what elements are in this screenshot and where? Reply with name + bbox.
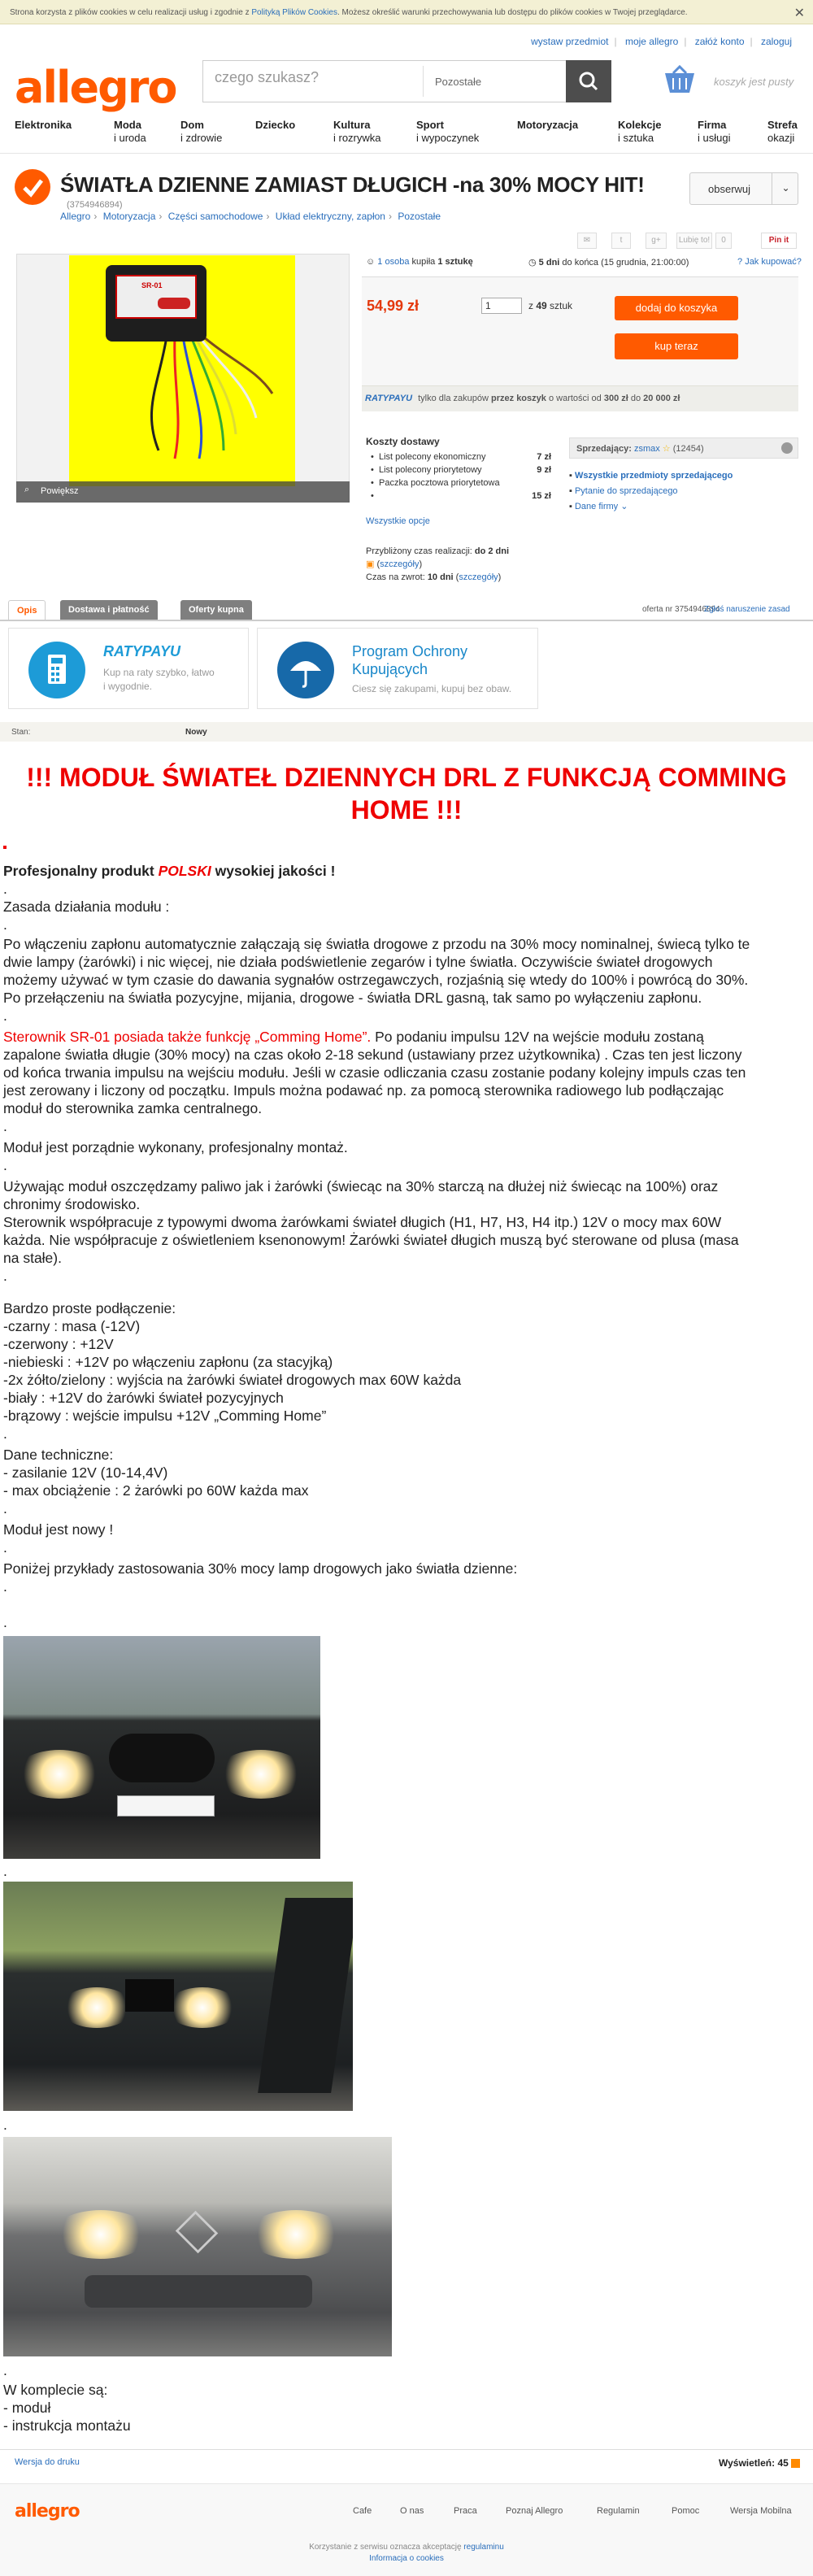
cookie-text-1: Strona korzysta z plików cookies w celu realizacji usług i zgodnie z (10, 8, 252, 17)
pinterest-button[interactable]: Pin it (761, 233, 797, 249)
all-seller-items-link[interactable]: Wszystkie przedmioty sprzedającego (574, 471, 733, 481)
delivery-option: • List polecony ekonomiczny 7 zł (366, 452, 551, 465)
description-line: Po przełączeniu na światła pozycyjne, mijania, drogowe - światła DRL gasną, tak samo po wyłączeniu zapłonu. (3, 990, 702, 1006)
return-details-link[interactable]: szczegóły (459, 572, 498, 582)
footer-link-discover[interactable]: Poznaj Allegro (506, 2506, 563, 2516)
description-line: Po włączeniu zapłonu automatycznie załączają się światła drogowe z przodu na 30% mocy nominalnej, świecą tylko te (3, 936, 750, 952)
description-line: . (3, 1539, 7, 1556)
description-line: od końca trwania impulsu na wejściu modułu. Jeśli w czasie odliczania czasu zostanie podany kolejny impuls czas ten (3, 1064, 746, 1081)
description-line: -biały : +12V do żarówki świateł pozycyjnych (3, 1390, 284, 1406)
description-line: możemy używać w tym czasie do dawania sygnałów ostrzegawczych, rozjaśnią się wtedy do 100% i powrócą do 30%. (3, 972, 749, 988)
promo-title: RATYPAYU (103, 643, 181, 659)
nav-kids[interactable]: Dziecko (255, 119, 296, 131)
breadcrumb-item[interactable]: Pozostałe (398, 211, 441, 222)
seller-links: ▪ Wszystkie przedmioty sprzedającego ▪ Pytanie do sprzedającego ▪ Dane firmy ⌄ (569, 471, 733, 511)
description-line: - zasilanie 12V (10-14,4V) (3, 1464, 168, 1481)
delivery-option: • List polecony priorytetowy 9 zł (366, 465, 551, 478)
nav-business[interactable]: Firma i usługi (698, 119, 731, 144)
param-label: Stan: (11, 728, 31, 737)
tab-description[interactable]: Opis (8, 600, 46, 620)
description-line: Poniżej przykłady zastosowania 30% mocy lamp drogowych jako światła dzienne: (3, 1560, 518, 1577)
description-line: Sterownik SR-01 posiada także funkcję „Comming Home”. Po podaniu impulsu 12V na wejście modułu zostaną (3, 1029, 704, 1045)
footer-link-jobs[interactable]: Praca (454, 2506, 477, 2516)
seller-name-link[interactable]: zsmax (633, 444, 660, 454)
allegro-logo[interactable]: allegro (15, 62, 176, 113)
print-version-link[interactable]: Wersja do druku (15, 2457, 80, 2467)
description-line: . (3, 1863, 7, 1879)
realization-details-link[interactable]: szczegóły (380, 559, 420, 569)
promo-subtitle: i wygodnie. (103, 681, 153, 692)
zoom-label: Powiększ (41, 486, 79, 496)
cookie-bar (0, 0, 813, 24)
description-line: Profesjonalny produkt POLSKI wysokiej jakości ! (3, 863, 336, 879)
watch-button[interactable] (689, 172, 798, 205)
description-line: -niebieski : +12V po włączeniu zapłonu (za stacyjką) (3, 1354, 333, 1370)
description-line: . (3, 2362, 7, 2378)
description-line: Sterownik współpracuje z typowymi dwoma żarówkami świateł długich (H1, H7, H3, H4 itp.) 12V o mocy max 60W (3, 1214, 722, 1230)
breadcrumb-item[interactable]: Układ elektryczny, zapłon (275, 211, 385, 222)
search-button[interactable] (566, 60, 611, 102)
nav-collections[interactable]: Kolekcje i sztuka (618, 119, 662, 144)
quantity-available: z 49 sztuk (528, 300, 573, 311)
register-link[interactable]: załóż konto (694, 36, 745, 47)
like-count: 0 (715, 233, 732, 249)
time-left: ◷ 5 dni do końca (15 grudnia, 21:00:00) (528, 258, 689, 268)
description-line: Zasada działania modułu : (3, 899, 170, 915)
description-line: . (3, 1578, 7, 1595)
description-line: Dane techniczne: (3, 1447, 114, 1463)
ask-seller-link[interactable]: Pytanie do sprzedającego (574, 486, 678, 496)
company-data-link[interactable]: Dane firmy (574, 502, 619, 511)
nav-electronics[interactable]: Elektronika (15, 119, 72, 131)
search-bar (202, 60, 611, 102)
description-line: -2x żółto/zielony : wyjścia na żarówki świateł drogowych max 60W każda (3, 1372, 462, 1388)
installments-promo[interactable] (8, 628, 249, 709)
description-line: jest zerowany i liczony od początku. Impuls można podawać np. za pomocą sterownika radiowego lub podłączając (3, 1082, 724, 1099)
nav-sport[interactable]: Sport i wypoczynek (416, 119, 480, 144)
description-line: dwie lampy (żarówki) i nic więcej, nie działa podświetlenie zegarów i tylne światła. Oczywiście świateł drogowych (3, 954, 713, 970)
footer-link-cafe[interactable]: Cafe (353, 2506, 372, 2516)
calculator-icon (28, 642, 85, 698)
description-line: . (3, 1268, 7, 1284)
login-link[interactable]: zaloguj (760, 36, 792, 47)
buy-now-button[interactable]: kup teraz (615, 333, 738, 359)
add-to-cart-button[interactable]: dodaj do koszyka (615, 296, 738, 320)
view-counter: Wyświetleń: 45 (719, 2457, 800, 2469)
counter-icon (791, 2459, 800, 2468)
category-select-value: Pozostałe (435, 76, 482, 88)
realization-info: Przybliżony czas realizacji: do 2 dni ▣ (szczegóły) Czas na zwrot: 10 dni (szczegóły) (366, 546, 510, 582)
description-line: - instrukcja montażu (3, 2417, 131, 2434)
close-icon[interactable]: ✕ (793, 7, 805, 20)
facebook-like-button[interactable]: Lubię to! (676, 233, 712, 249)
description-line: . (3, 916, 7, 933)
description-line: . (3, 1500, 7, 1516)
divider (0, 153, 813, 154)
checkmark-icon (15, 169, 50, 205)
report-link[interactable]: Zgłoś naruszenie zasad (704, 605, 790, 614)
nav-fashion[interactable]: Moda i uroda (114, 119, 146, 144)
basket-icon[interactable] (662, 65, 698, 98)
twitter-icon[interactable]: t (611, 233, 631, 249)
search-icon (566, 60, 611, 102)
buy-box (362, 276, 798, 385)
zoom-bar[interactable] (16, 481, 350, 503)
delivery-heading: Koszty dostawy (366, 436, 440, 447)
description-line: . (3, 1118, 7, 1134)
footer-copyright: Korzystanie z serwisu oznacza akceptację regulaminu Informacja o cookies (309, 2543, 504, 2563)
footer-logo[interactable]: allegro (15, 2501, 80, 2522)
breadcrumb-item[interactable]: Części samochodowe (167, 211, 263, 222)
description-line: . (3, 1425, 7, 1442)
description-line: . (3, 2117, 7, 2133)
share-row (572, 233, 798, 250)
device-label: SR-01 (141, 281, 163, 289)
bottom-bar (0, 2449, 813, 2475)
bullet (3, 846, 7, 849)
promo-subtitle: Ciesz się zakupami, kupuj bez obaw. (352, 683, 512, 694)
delivery-option: • Paczka pocztowa priorytetowa (366, 478, 551, 491)
nav-deals[interactable]: Strefa okazji (767, 119, 798, 144)
description-line: Moduł jest porządnie wykonany, profesjonalny montaż. (3, 1139, 348, 1155)
description-line: -czerwony : +12V (3, 1336, 114, 1352)
breadcrumb: Allegro › Motoryzacja › Części samochodowe › Układ elektryczny, zapłon › Pozostałe (60, 211, 441, 222)
people-icon: ☺ (366, 257, 376, 267)
car-photo-renault (3, 2137, 392, 2356)
mail-icon[interactable]: ✉ (577, 233, 597, 249)
terms-link[interactable]: regulaminu (463, 2543, 504, 2552)
description-line: . (3, 1007, 7, 1024)
footer-link-help[interactable]: Pomoc (672, 2506, 700, 2516)
footer-link-terms[interactable]: Regulamin (597, 2506, 640, 2516)
all-delivery-options-link[interactable]: Wszystkie opcje (366, 516, 430, 526)
item-title: ŚWIATŁA DZIENNE ZAMIAST DŁUGICH -na 30% MOCY HIT! (60, 172, 645, 197)
nav-automotive[interactable]: Motoryzacja (517, 119, 579, 131)
basket-status: koszyk jest pusty (714, 76, 794, 88)
cookies-info-link[interactable]: Informacja o cookies (369, 2554, 444, 2563)
nav-home[interactable]: Dom i zdrowie (180, 119, 223, 144)
divider (0, 620, 813, 621)
seller-box: Sprzedający: zsmax ☆ (12454) (569, 437, 798, 459)
item-id: (3754946894) (67, 200, 123, 210)
description-line: - moduł (3, 2400, 51, 2416)
tab-offers[interactable]: Oferty kupna (180, 600, 252, 620)
list-item-link[interactable]: wystaw przedmiot (531, 36, 609, 47)
cookie-text-2: . Możesz określić warunki przechowywania lub dostępu do plików cookies w Twojej przeglądarce. (337, 8, 688, 17)
description-line: -brązowy : wejście impulsu +12V „Comming Home” (3, 1408, 327, 1424)
description-heading: !!! MODUŁ ŚWIATEŁ DZIENNYCH DRL Z FUNKCJĄ COMMING HOME !!! (26, 763, 787, 825)
search-input[interactable]: czego szukasz? (215, 69, 320, 85)
promo-title-2: Kupujących (352, 661, 428, 677)
offer-number: oferta nr 3754946894 (642, 605, 720, 614)
cookie-policy-link[interactable]: Polityką Plików Cookies (251, 8, 337, 17)
top-links: wystaw przedmiot | moje allegro | załóż konto | zaloguj (531, 36, 792, 47)
chevron-down-icon: ⌄ (620, 502, 628, 511)
nav-culture[interactable]: Kultura i rozrywka (333, 119, 381, 144)
star-icon: ☆ (662, 444, 671, 454)
installments-info: RATYPAYU tylko dla zakupów przez koszyk o wartości od 300 zł do 20 000 zł (362, 385, 798, 411)
description-line: Używając moduł oszczędzamy paliwo jak i żarówki (świecąc na 30% starczą na dłużej niż świecąc na 100%) oraz (3, 1178, 719, 1194)
breadcrumb-item[interactable]: Motoryzacja (102, 211, 156, 222)
category-nav (0, 119, 813, 151)
my-allegro-link[interactable]: moje allegro (624, 36, 679, 47)
promo-title: Program Ochrony (352, 643, 468, 659)
description-line: -czarny : masa (-12V) (3, 1318, 141, 1334)
quantity-input[interactable]: 1 (481, 298, 522, 314)
tab-delivery-payment[interactable]: Dostawa i płatność (60, 600, 158, 620)
how-to-buy-link[interactable]: ? Jak kupować? (737, 257, 802, 267)
footer-link-mobile[interactable]: Wersja Mobilna (730, 2506, 792, 2516)
footer-link-about[interactable]: O nas (400, 2506, 424, 2516)
buyers-link[interactable]: 1 osoba (377, 257, 410, 267)
description-line: każda. Nie współpracuje z oświetleniem ksenonowym! Żarówki świateł długich muszą być sterowane od plusa (masa (3, 1232, 739, 1248)
buyer-protection-promo[interactable] (257, 628, 538, 709)
description-line: chronimy środowisko. (3, 1196, 141, 1212)
car-photo-vw (3, 1636, 320, 1859)
description-line: zapalone światła długie (30% mocy) na czas około 2-18 sekund (ustawiany przez użytkownika) . Czas ten jest liczony (3, 1046, 742, 1063)
description-line: W komplecie są: (3, 2382, 108, 2398)
breadcrumb-item[interactable]: Allegro (60, 211, 91, 222)
ratypayu-logo: RATYPAYU (365, 394, 413, 403)
description-line: . (3, 1614, 7, 1630)
help-icon: ? (737, 257, 743, 267)
description-line: . (3, 1157, 7, 1173)
module-device (106, 265, 207, 342)
description-line: - max obciążenie : 2 żarówki po 60W każda max (3, 1482, 309, 1499)
purchase-stats: ☺ 1 osoba kupiła 1 sztukę (366, 257, 473, 267)
description-line: na stałe). (3, 1250, 62, 1266)
watch-label: obserwuj (708, 183, 751, 195)
clock-icon: ◷ (528, 258, 537, 268)
item-parameters (0, 722, 813, 742)
param-value: Nowy (185, 728, 207, 737)
description-line: Moduł jest nowy ! (3, 1521, 114, 1538)
car-photo-bmw (3, 1882, 353, 2111)
google-plus-icon[interactable]: g+ (646, 233, 667, 249)
promo-subtitle: Kup na raty szybko, łatwo (103, 667, 215, 678)
magnifier-icon: ⌕ (24, 485, 30, 494)
description-line: . (3, 881, 7, 897)
seller-menu-icon[interactable] (781, 442, 793, 454)
chevron-down-icon[interactable]: ⌄ (772, 173, 799, 204)
delivery-costs: Koszty dostawy • List polecony ekonomiczny 7 zł • List polecony priorytetowy 9 zł • Paczka pocztowa priorytetowa • 15 zł (366, 436, 551, 504)
info-icon: ▣ (366, 559, 375, 569)
price: 54,99 zł (367, 298, 420, 314)
description-line: Bardzo proste podłączenie: (3, 1300, 176, 1316)
description-line: moduł do sterownika zamka centralnego. (3, 1100, 263, 1116)
seller-rating: (12454) (672, 444, 704, 454)
umbrella-icon (277, 642, 334, 698)
